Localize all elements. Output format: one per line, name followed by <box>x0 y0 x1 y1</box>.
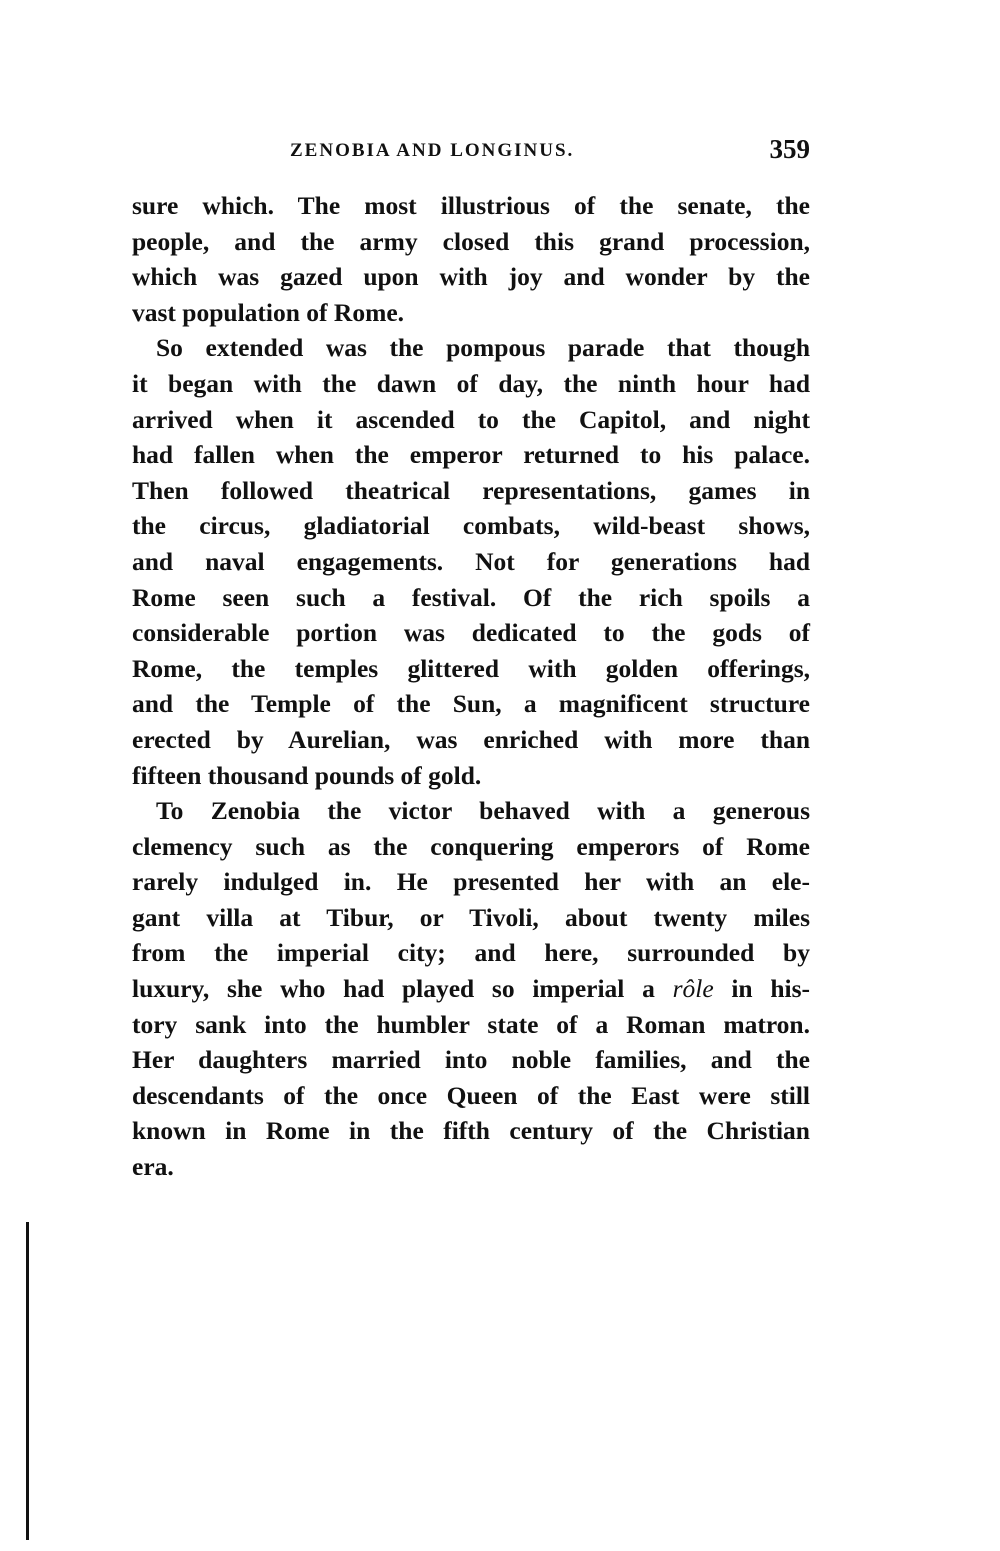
text-line: Rome seen such a festival. Of the rich spoils a <box>132 582 810 612</box>
text-line: and naval engagements. Not for generations had <box>132 546 810 576</box>
text-line: which was gazed upon with joy and wonder by the <box>132 262 810 292</box>
text-line: and the Temple of the Sun, a magnificent structure <box>132 689 810 719</box>
text-line: the circus, gladiatorial combats, wild-beast shows, <box>132 511 810 541</box>
body-text <box>132 188 810 1185</box>
page-header <box>132 134 810 168</box>
text-line: To Zenobia the victor behaved with a generous <box>156 796 810 826</box>
text-line: Rome, the temples glittered with golden offerings, <box>132 653 810 683</box>
text-segment: luxury, she who had played so imperial a <box>132 974 673 1004</box>
text-line: erected by Aurelian, was enriched with more than <box>132 724 810 754</box>
text-line: clemency such as the conquering emperors of Rome <box>132 831 810 861</box>
text-line: arrived when it ascended to the Capitol, and night <box>132 404 810 434</box>
text-line: Her daughters married into noble families, and the <box>132 1045 810 1075</box>
text-line: vast population of Rome. <box>132 297 405 327</box>
text-line: it began with the dawn of day, the ninth hour had <box>132 368 810 398</box>
text-line: tory sank into the humbler state of a Roman matron. <box>132 1009 810 1039</box>
text-line: had fallen when the emperor returned to his palace. <box>132 440 810 470</box>
text-segment: in his- <box>713 974 811 1004</box>
text-line: rarely indulged in. He presented her with an ele- <box>132 867 810 897</box>
text-line: fifteen thousand pounds of gold. <box>132 760 482 790</box>
scan-margin-line <box>26 1222 29 1540</box>
text-line: from the imperial city; and here, surrounded by <box>132 938 810 968</box>
text-line: considerable portion was dedicated to the gods of <box>132 618 810 648</box>
running-title: ZENOBIA AND LONGINUS. <box>290 140 575 161</box>
text-line <box>132 971 810 1007</box>
text-line: known in Rome in the fifth century of the Christian <box>132 1116 810 1146</box>
text-line: So extended was the pompous parade that though <box>156 333 810 363</box>
page-number: 359 <box>769 134 810 164</box>
text-line: gant villa at Tibur, or Tivoli, about twenty miles <box>132 902 810 932</box>
text-line: sure which. The most illustrious of the senate, the <box>132 191 810 220</box>
text-line: people, and the army closed this grand procession, <box>132 226 810 256</box>
italic-word: rôle <box>672 974 714 1004</box>
text-line: descendants of the once Queen of the East were still <box>132 1080 810 1110</box>
text-line: era. <box>132 1152 174 1182</box>
text-line: Then followed theatrical representations, games in <box>132 475 810 505</box>
